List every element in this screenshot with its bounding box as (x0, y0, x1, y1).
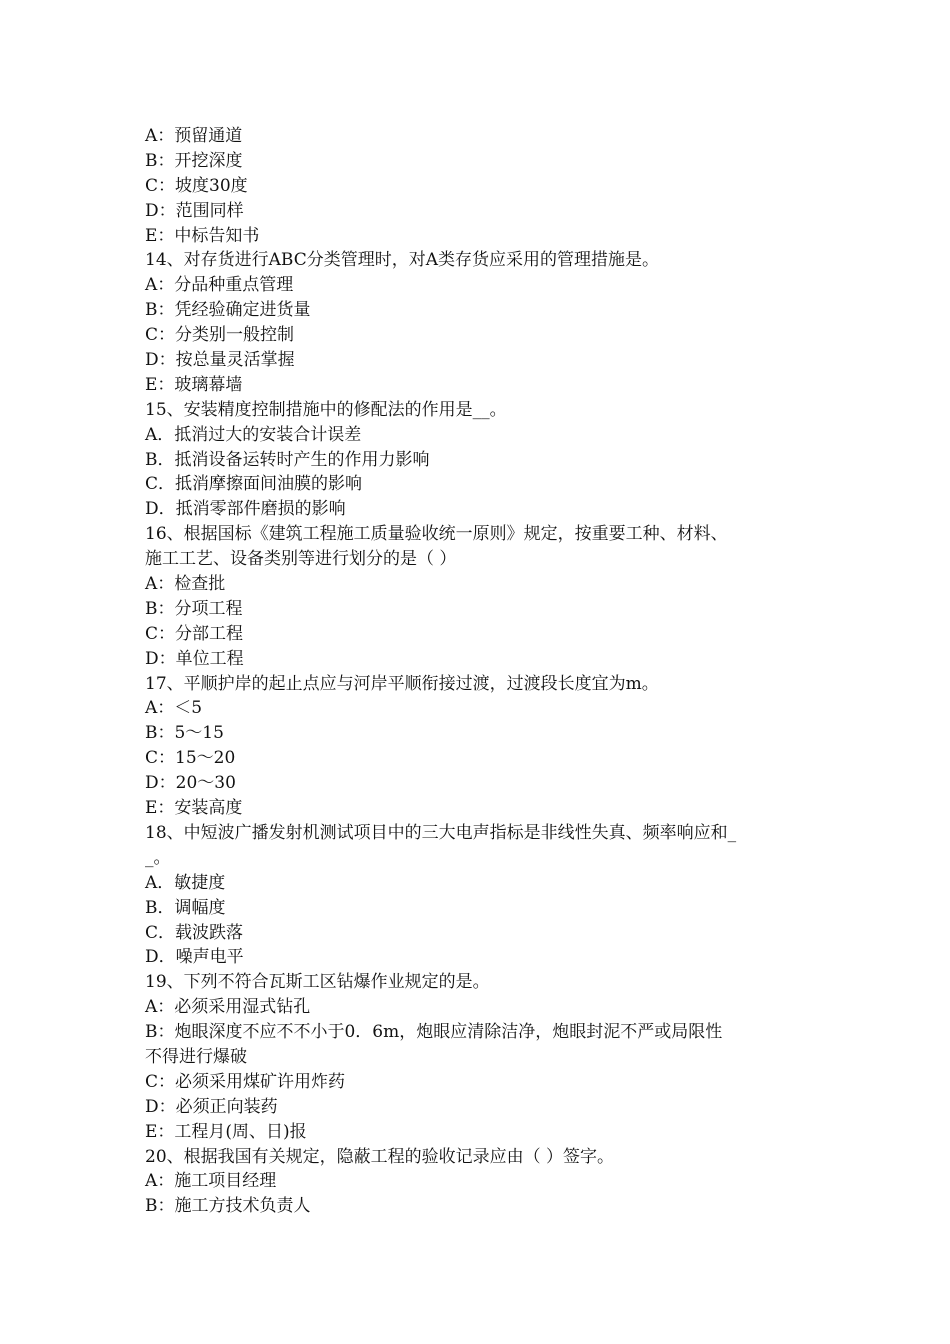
question-19: 19、下列不符合瓦斯工区钻爆作业规定的是。 (145, 972, 490, 993)
text-line: B．调幅度 (145, 897, 226, 918)
text-line: B：分项工程 (145, 598, 243, 619)
text-line: A：＜5 (145, 698, 203, 719)
text-line: D．噪声电平 (145, 947, 244, 968)
text-line: B：施工方技术负责人 (145, 1196, 311, 1217)
text-line: 不得进行爆破 (145, 1046, 247, 1067)
text-line: C．载波跌落 (145, 922, 244, 943)
text-line: C：15～20 (145, 748, 236, 769)
question-20: 20、根据我国有关规定，隐蔽工程的验收记录应由（ ）签字。 (145, 1146, 615, 1167)
text-line: E：安装高度 (145, 798, 243, 819)
question-16: 16、根据国标《建筑工程施工质量验收统一原则》规定，按重要工种、材料、 (145, 524, 728, 545)
text-line: A：预留通道 (145, 126, 243, 146)
text-line: B．抵消设备运转时产生的作用力影响 (145, 449, 430, 470)
question-17: 17、平顺护岸的起止点应与河岸平顺衔接过渡，过渡段长度宜为m。 (145, 673, 659, 694)
text-line: E：玻璃幕墙 (145, 374, 243, 395)
text-line: A：检查批 (145, 574, 226, 595)
text-line: C．抵消摩擦面间油膜的影响 (145, 474, 363, 495)
text-line: D：单位工程 (145, 648, 244, 669)
text-line: D：20～30 (145, 773, 236, 794)
text-line: D．抵消零部件磨损的影响 (145, 499, 346, 520)
question-15: 15、安装精度控制措施中的修配法的作用是__。 (145, 399, 507, 420)
question-18: 18、中短波广播发射机测试项目中的三大电声指标是非线性失真、频率响应和_ (145, 822, 737, 843)
text-line: C：坡度30度 (145, 175, 248, 196)
text-line: D：必须正向装药 (145, 1096, 278, 1117)
text-line: B：开挖深度 (145, 150, 243, 171)
text-line: A．敏捷度 (145, 872, 226, 893)
text-line: A：分品种重点管理 (145, 275, 294, 296)
text-line: D：范围同样 (145, 200, 244, 221)
text-line: A．抵消过大的安装合计误差 (145, 424, 362, 445)
text-line: A：必须采用湿式钻孔 (145, 997, 311, 1018)
document-body (145, 124, 815, 1219)
text-line: _。 (145, 847, 171, 868)
text-line: B：5～15 (145, 723, 224, 744)
text-line: E：中标告知书 (145, 225, 260, 246)
text-line: B：炮眼深度不应不不小于0．6m，炮眼应清除洁净，炮眼封泥不严或局限性 (145, 1022, 723, 1043)
text-line: B：凭经验确定进货量 (145, 300, 311, 321)
text-line: E：工程月(周、日)报 (145, 1121, 307, 1142)
text-line: D：按总量灵活掌握 (145, 350, 295, 371)
question-14: 14、对存货进行ABC分类管理时，对A类存货应采用的管理措施是。 (145, 250, 659, 271)
text-line: C：必须采用煤矿许用炸药 (145, 1071, 346, 1092)
text-line: C：分部工程 (145, 623, 244, 644)
text-line: 施工工艺、设备类别等进行划分的是（ ） (145, 549, 457, 570)
text-line: C：分类别一般控制 (145, 325, 295, 346)
text-line: A：施工项目经理 (145, 1171, 277, 1192)
